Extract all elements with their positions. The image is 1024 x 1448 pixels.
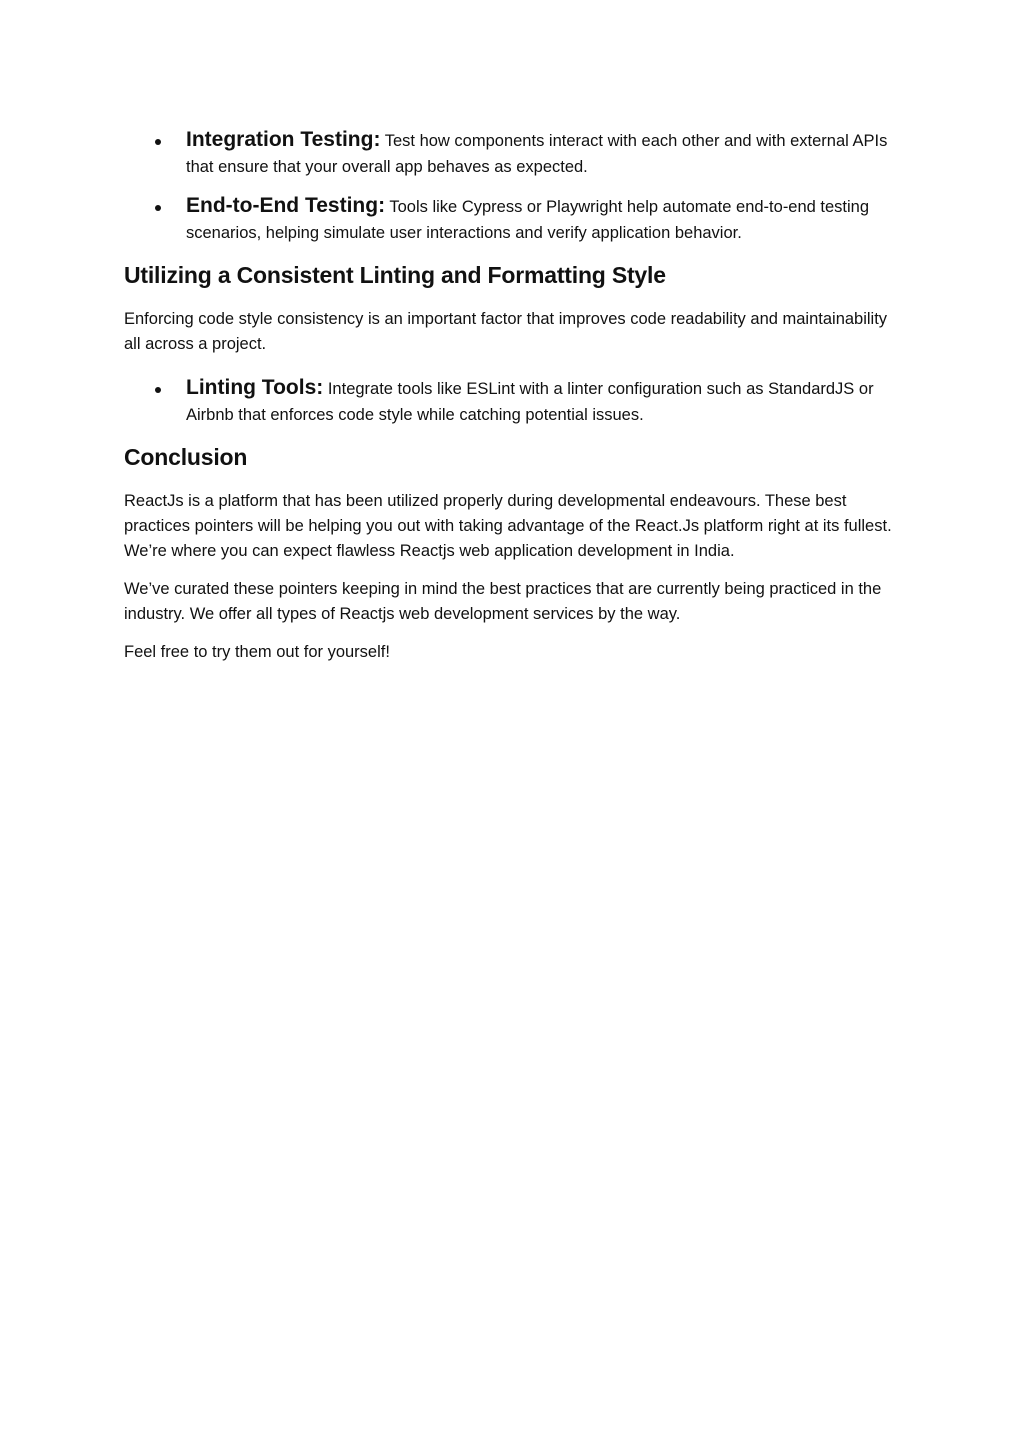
- testing-bullet-list: [124, 127, 900, 246]
- list-item: [124, 375, 900, 428]
- linting-bullet-list: [124, 375, 900, 428]
- bullet-dot: [155, 139, 161, 145]
- bullet-text: Test how components interact with each other and with external APIs that ensure that your overall app behaves as expected.: [186, 132, 888, 176]
- bullet-dot: [155, 205, 161, 211]
- paragraph-conclusion-3: Feel free to try them out for yourself!: [124, 643, 390, 661]
- bullet-text: Tools like Cypress or Playwright help automate end-to-end testing scenarios, helping simulate user interactions and verify application behavior.: [186, 198, 870, 242]
- bullet-text: Integrate tools like ESLint with a linter configuration such as StandardJS or Airbnb that enforces code style while catching potential issues.: [186, 380, 874, 424]
- paragraph-linting-intro: Enforcing code style consistency is an important factor that improves code readability and maintainability all across a project.: [124, 310, 888, 353]
- bullet-term: End-to-End Testing:: [186, 194, 386, 217]
- document-page: [124, 124, 900, 678]
- bullet-term: Linting Tools:: [186, 376, 324, 399]
- section-heading-linting: Utilizing a Consistent Linting and Formatting Style: [124, 262, 666, 288]
- paragraph-conclusion-1: ReactJs is a platform that has been utilized properly during developmental endeavours. These best practices pointers will be helping you out with taking advantage of the React.Js platform right at its fullest. We’re where you can expect flawless Reactjs web application development in India.: [124, 492, 892, 560]
- paragraph-conclusion-2: We’ve curated these pointers keeping in mind the best practices that are currently being practiced in the industry. We offer all types of Reactjs web development services by the way.: [124, 580, 882, 623]
- list-item: [124, 127, 900, 180]
- bullet-term: Integration Testing:: [186, 128, 381, 151]
- section-heading-conclusion: Conclusion: [124, 444, 248, 470]
- list-item: [124, 193, 900, 246]
- bullet-dot: [155, 387, 161, 393]
